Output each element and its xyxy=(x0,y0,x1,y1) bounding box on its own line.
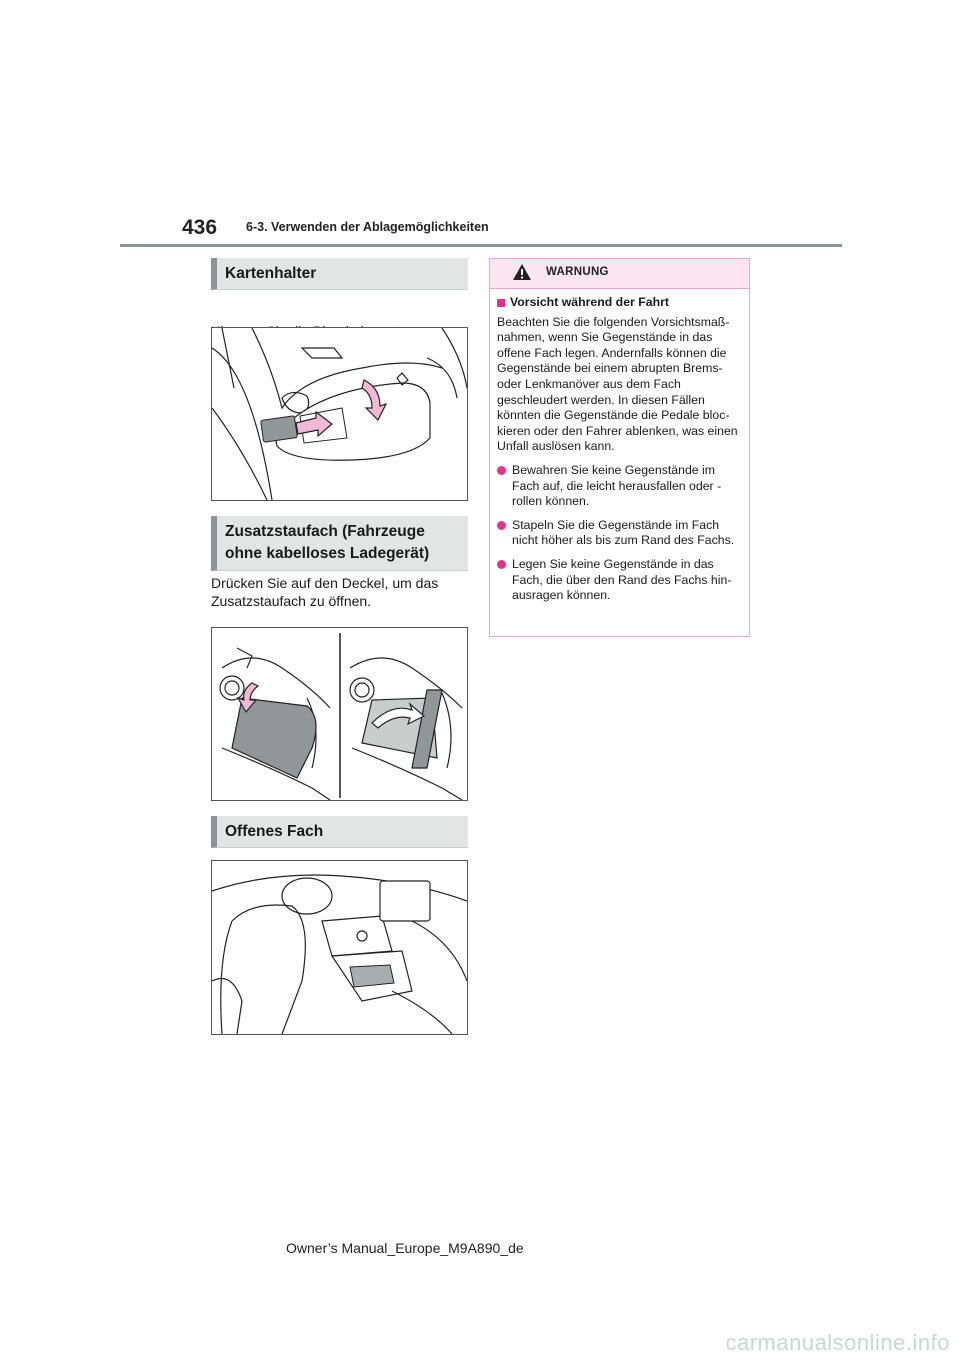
section-heading-zusatzstaufach xyxy=(211,516,468,571)
open-tray-illustration xyxy=(211,860,468,1035)
section-heading-line: ohne kabelloses Ladegerät) xyxy=(225,545,430,562)
page-number: 436 xyxy=(182,216,218,239)
warning-header xyxy=(490,259,749,289)
warning-bullet xyxy=(497,463,741,510)
warning-subheading xyxy=(497,295,741,311)
sun-visor-illustration xyxy=(211,327,468,501)
warning-title: WARNUNG xyxy=(546,266,609,278)
warning-bullet xyxy=(497,557,741,604)
section-heading-kartenhalter: Kartenhalter xyxy=(211,258,468,290)
warning-bullet-text: Bewahren Sie keine Gegenstände im Fach auf, die leicht herausfallen oder -rollen können. xyxy=(512,462,722,509)
chapter-title: 6-3. Verwenden der Ablagemöglichkeiten xyxy=(246,220,489,234)
auxiliary-box-illustration xyxy=(211,627,468,801)
round-bullet-icon xyxy=(497,466,506,475)
header-rule xyxy=(120,244,842,247)
warning-body xyxy=(490,289,749,604)
section-heading-line: Zusatzstaufach (Fahrzeuge xyxy=(225,523,425,540)
round-bullet-icon xyxy=(497,560,506,569)
square-bullet-icon xyxy=(497,299,505,307)
round-bullet-icon xyxy=(497,521,506,530)
warning-triangle-icon xyxy=(512,263,532,281)
warning-bullet xyxy=(497,518,741,549)
watermark: carmanualsonline.info xyxy=(725,1330,950,1355)
warning-subheading-text: Vorsicht während der Fahrt xyxy=(510,295,669,309)
warning-bullet-text: Legen Sie keine Gegenstände in das Fach, die über den Rand des Fachs hin-ausragen können. xyxy=(512,556,732,603)
zusatzstaufach-instruction: Drücken Sie auf den Deckel, um das Zusatzstaufach zu öffnen. xyxy=(211,575,439,609)
section-heading-offenes-fach: Offenes Fach xyxy=(211,816,468,848)
footer-text: Owner’s Manual_Europe_M9A890_de xyxy=(286,1240,524,1256)
warning-paragraph: Beachten Sie die folgenden Vorsichtsmaß-nahmen, wenn Sie Gegenstände in das offene Fach legen. Andernfalls können die Gegenstände bei einem abrupten Brems- oder Lenkmanöver aus dem Fach geschleudert werden. In diesen Fällen könnten die Gegenstände die Pedale bloc-kieren oder den Fahrer ablenken, was einen Unfall auslösen kann. xyxy=(497,314,738,454)
warning-bullet-text: Stapeln Sie die Gegenstände im Fach nicht höher als bis zum Rand des Fachs. xyxy=(512,517,735,548)
warning-box xyxy=(489,258,750,637)
